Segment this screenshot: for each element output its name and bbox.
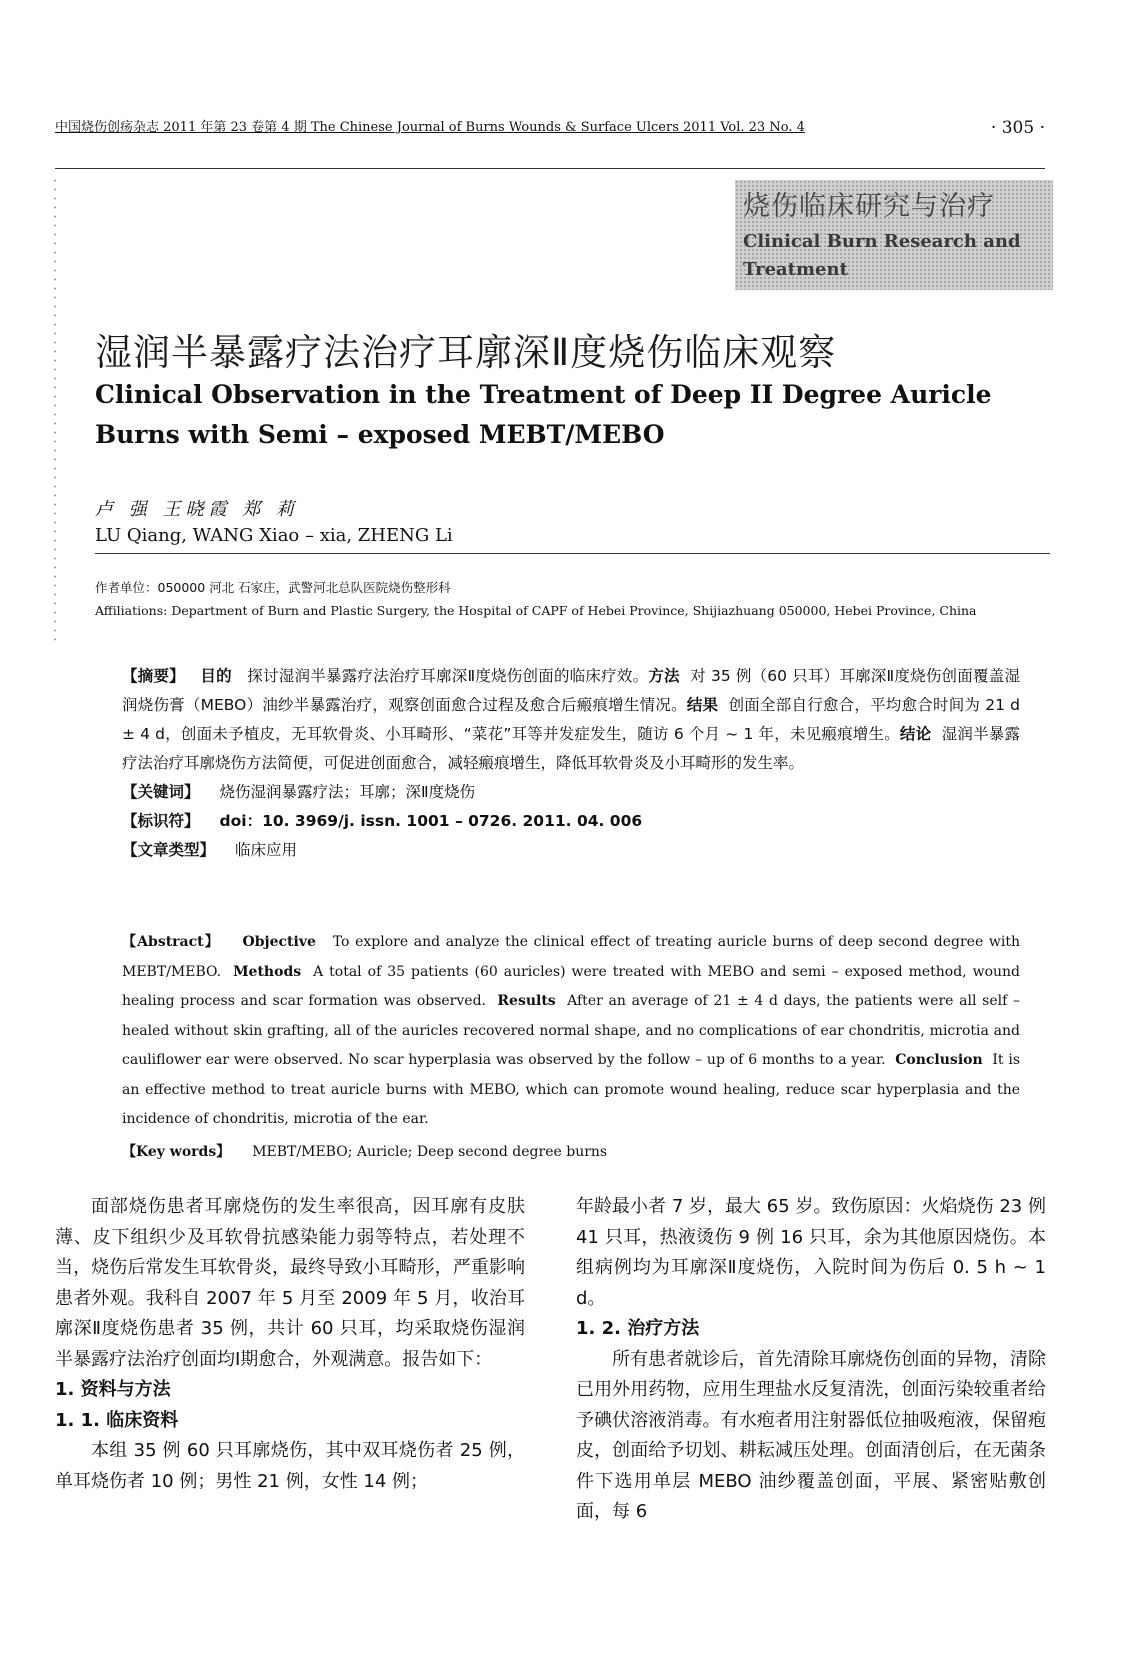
abstract-cn-conclusion-label: 结论: [899, 725, 932, 743]
authors-en: LU Qiang, WANG Xiao – xia, ZHENG Li: [95, 525, 453, 546]
binding-dots-decoration: [52, 176, 58, 646]
abstract-en-methods: A total of 35 patients (60 auricles) were treated with MEBO and semi – exposed method, wound healing process and scar formation was observed.: [122, 963, 1020, 1009]
column-banner-cn: 烧伤临床研究与治疗: [743, 191, 995, 222]
intro-paragraph: 面部烧伤患者耳廓烧伤的发生率很高，因耳廓有皮肤薄、皮下组织少及耳软骨抗感染能力弱等特点，若处理不当，烧伤后常发生耳软骨炎，最终导致小耳畸形，严重影响患者外观。我科自 2007 年 5 月至 2009 年 5 月，收治耳廓深Ⅱ度烧伤患者 35 例，共计 60 只耳，均采取烧伤湿润半暴露疗法治疗创面均Ⅰ期愈合，外观满意。报告如下：: [55, 1196, 525, 1370]
affiliation-en: Affiliations: Department of Burn and Plastic Surgery, the Hospital of CAPF of Hebei Province, Shijiazhuang 050000, Hebei Province, China: [95, 603, 977, 618]
abstract-cn: [122, 662, 1020, 865]
running-head: [55, 116, 1045, 140]
abstract-en-objective: To explore and analyze the clinical effect of treating auricle burns of deep second degree with MEBT/MEBO.: [122, 934, 1020, 980]
keywords-cn: [122, 778, 1020, 807]
body-column-left: [55, 1192, 525, 1497]
identifier-cn: [122, 807, 1020, 836]
article-type-cn-label: 【文章类型】: [122, 841, 216, 859]
keywords-cn-label: 【关键词】: [122, 783, 200, 801]
clinical-data-continued: 年龄最小者 7 岁，最大 65 岁。致伤原因：火焰烧伤 23 例 41 只耳，热液烫伤 9 例 16 只耳，余为其他原因烧伤。本组病例均为耳廓深Ⅱ度烧伤，入院时间为伤后 0. 5 h ~ 1 d。: [576, 1196, 1046, 1309]
abstract-en-objective-label: Objective: [242, 934, 316, 950]
abstract-en-label: 【Abstract】: [122, 934, 220, 950]
keywords-cn-value: 烧伤湿润暴露疗法；耳廓；深Ⅱ度烧伤: [219, 783, 476, 801]
abstract-en-conclusion-label: Conclusion: [895, 1052, 983, 1068]
abstract-cn-methods-label: 方法: [648, 667, 680, 685]
article-title-en: Clinical Observation in the Treatment of Deep II Degree Auricle Burns with Semi – exposed MEBT/MEBO: [95, 380, 992, 449]
section-heading-1-2: 1. 2. 治疗方法: [576, 1318, 700, 1339]
abstract-cn-body: [122, 662, 1020, 778]
abstract-cn-objective-label: 目的: [200, 667, 232, 685]
abstract-cn-conclusion: 湿润半暴露疗法治疗耳廓烧伤方法简便，可促进创面愈合，减轻瘢痕增生，降低耳软骨炎及小耳畸形的发生率。: [122, 725, 1020, 772]
abstract-cn-methods: 对 35 例（60 只耳）耳廓深Ⅱ度烧伤创面覆盖湿润烧伤膏（MEBO）油纱半暴露治疗，观察创面愈合过程及愈合后瘢痕增生情况。: [122, 667, 1020, 714]
affiliation-cn: 作者单位：050000 河北 石家庄，武警河北总队医院烧伤整形科: [95, 580, 451, 595]
body-column-right: [576, 1192, 1046, 1528]
clinical-data-paragraph: 本组 35 例 60 只耳廓烧伤，其中双耳烧伤者 25 例，单耳烧伤者 10 例；男性 21 例，女性 14 例；: [55, 1440, 525, 1492]
section-heading-1-1: 1. 1. 临床资料: [55, 1409, 179, 1431]
section-heading-1: 1. 资料与方法: [55, 1379, 171, 1400]
abstract-en-results: After an average of 21 ± 4 d days, the patients were all self – healed without skin grafting, all of the auricles recovered normal shape, and no complications of ear chondritis, microtia and cauliflower ear were observed. No scar hyperplasia was observed by the follow – up of 6 months to a year.: [122, 993, 1020, 1068]
abstract-en-methods-label: Methods: [233, 963, 302, 980]
doi-value: doi：10. 3969/j. issn. 1001 – 0726. 2011. 04. 006: [219, 812, 643, 830]
treatment-method-paragraph: 所有患者就诊后，首先清除耳廓烧伤创面的异物，清除已用外用药物，应用生理盐水反复清洗，创面污染较重者给予碘伏溶液消毒。有水疱者用注射器低位抽吸疱液，保留疱皮，创面给予切划、耕耘减压处理。创面清创后，在无菌条件下选用单层 MEBO 油纱覆盖创面，平展、紧密贴敷创面，每 6: [576, 1348, 1046, 1522]
column-banner-en: Clinical Burn Research and Treatment: [743, 231, 1021, 280]
abstract-en: [122, 928, 1020, 1135]
article-type-cn-value: 临床应用: [235, 841, 298, 859]
article-type-cn: [122, 836, 1020, 865]
page-number: · 305 ·: [990, 118, 1045, 138]
column-banner: [735, 180, 1053, 290]
abstract-cn-results-label: 结果: [686, 696, 719, 714]
abstract-cn-objective: 探讨湿润半暴露疗法治疗耳廓深Ⅱ度烧伤创面的临床疗效。: [247, 667, 649, 685]
keywords-en-label: 【Key words】: [122, 1144, 231, 1160]
authors-rule: [95, 553, 1050, 554]
article-title-cn: 湿润半暴露疗法治疗耳廓深Ⅱ度烧伤临床观察: [95, 331, 837, 374]
abstract-cn-label: 【摘要】: [122, 667, 185, 685]
abstract-cn-results: 创面全部自行愈合，平均愈合时间为 21 d ± 4 d，创面未予植皮，无耳软骨炎、小耳畸形、“菜花”耳等并发症发生，随访 6 个月 ~ 1 年，未见瘢痕增生。: [122, 696, 1021, 743]
header-rule: [55, 168, 1045, 169]
journal-citation: 中国烧伤创疡杂志 2011 年第 23 卷第 4 期 The Chinese Journal of Burns Wounds & Surface Ulcers 2011 Vol. 23 No. 4: [55, 120, 805, 135]
identifier-cn-label: 【标识符】: [122, 812, 200, 830]
abstract-en-results-label: Results: [497, 993, 556, 1009]
abstract-en-conclusion: It is an effective method to treat auricle burns with MEBO, which can promote wound healing, reduce scar hyperplasia and the incidence of chondritis, microtia of the ear.: [122, 1052, 1021, 1127]
keywords-en-value: MEBT/MEBO; Auricle; Deep second degree burns: [252, 1144, 608, 1160]
authors-cn: 卢 强 王晓霞 郑 莉: [95, 499, 299, 520]
keywords-en: [122, 1138, 607, 1166]
